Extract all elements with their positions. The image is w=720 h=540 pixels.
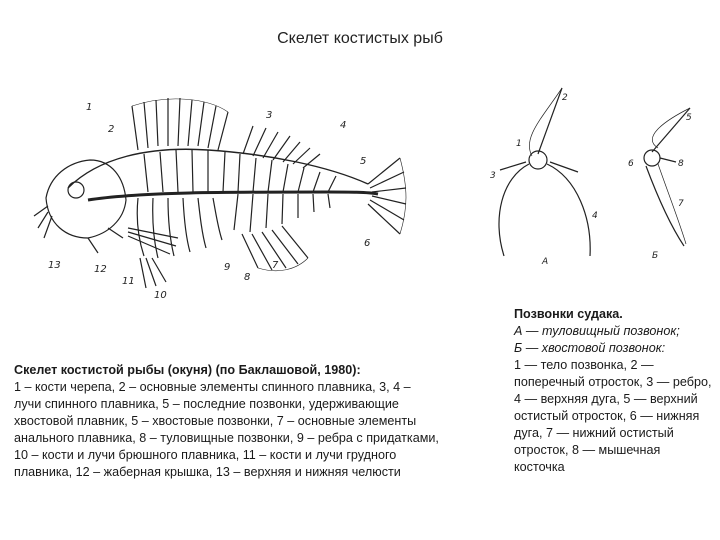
vert-b-letter: Б bbox=[652, 251, 659, 261]
fish-label-3: 3 bbox=[266, 110, 273, 121]
vertebrae-caption-heading: Позвонки судака. bbox=[514, 307, 623, 321]
fish-label-9: 9 bbox=[224, 262, 231, 273]
vertebrae-caption-line-b: Б — хвостовой позвонок: bbox=[514, 341, 666, 355]
vertebrae-illustration bbox=[482, 78, 704, 270]
fish-label-12: 12 bbox=[94, 264, 107, 275]
fish-skeleton-caption bbox=[14, 362, 440, 481]
vert-a-label-3: 3 bbox=[490, 171, 496, 181]
vert-b-label-6: 6 bbox=[628, 159, 634, 169]
vert-a-label-4: 4 bbox=[592, 211, 598, 221]
vert-b-label-8: 8 bbox=[678, 159, 684, 169]
vert-b-label-5: 5 bbox=[686, 113, 692, 123]
vert-b-label-7: 7 bbox=[678, 199, 684, 209]
vert-a-label-2: 2 bbox=[562, 93, 568, 103]
fish-label-11: 11 bbox=[122, 276, 135, 287]
fish-skeleton-illustration bbox=[28, 88, 408, 303]
fish-label-13: 13 bbox=[48, 260, 61, 271]
fish-label-6: 6 bbox=[364, 238, 371, 249]
fish-label-8: 8 bbox=[244, 272, 251, 283]
fish-label-10: 10 bbox=[154, 290, 167, 301]
fish-label-2: 2 bbox=[108, 124, 115, 135]
fish-caption-body: 1 – кости черепа, 2 – основные элементы спинного плавника, 3, 4 – лучи спинного плавника, 5 – последние позвонки, удерживающие хвостовой плавник, 5 – хвостовые позвонки, 7 – основные элементы анального плавника, 8 – туловищные позвонки, 9 – ребра с придатками, 10 – кости и лучи брюшного плавника, 11 – кости и лучи грудного плавника, 12 – жаберная крышка, 13 – верхняя и нижняя челюсти bbox=[14, 380, 439, 479]
vertebrae-caption-line-a: А — туловищный позвонок; bbox=[514, 324, 680, 338]
fish-caption-heading: Скелет костистой рыбы (окуня) (по Баклашовой, 1980): bbox=[14, 363, 361, 377]
vert-a-label-1: 1 bbox=[516, 139, 522, 149]
fish-label-5: 5 bbox=[360, 156, 367, 167]
vertebrae-caption bbox=[514, 306, 714, 476]
fish-label-4: 4 bbox=[340, 120, 347, 131]
fish-label-7: 7 bbox=[272, 260, 279, 271]
fish-label-1: 1 bbox=[86, 102, 93, 113]
slide-title: Скелет костистых рыб bbox=[277, 30, 443, 47]
vertebrae-caption-body: 1 — тело позвонка, 2 — поперечный отросток, 3 — ребро, 4 — верхняя дуга, 5 — верхний остистый отросток, 6 — нижняя дуга, 7 — нижний остистый отросток, 8 — мышечная косточка bbox=[514, 358, 712, 474]
vert-a-letter: А bbox=[542, 257, 549, 267]
